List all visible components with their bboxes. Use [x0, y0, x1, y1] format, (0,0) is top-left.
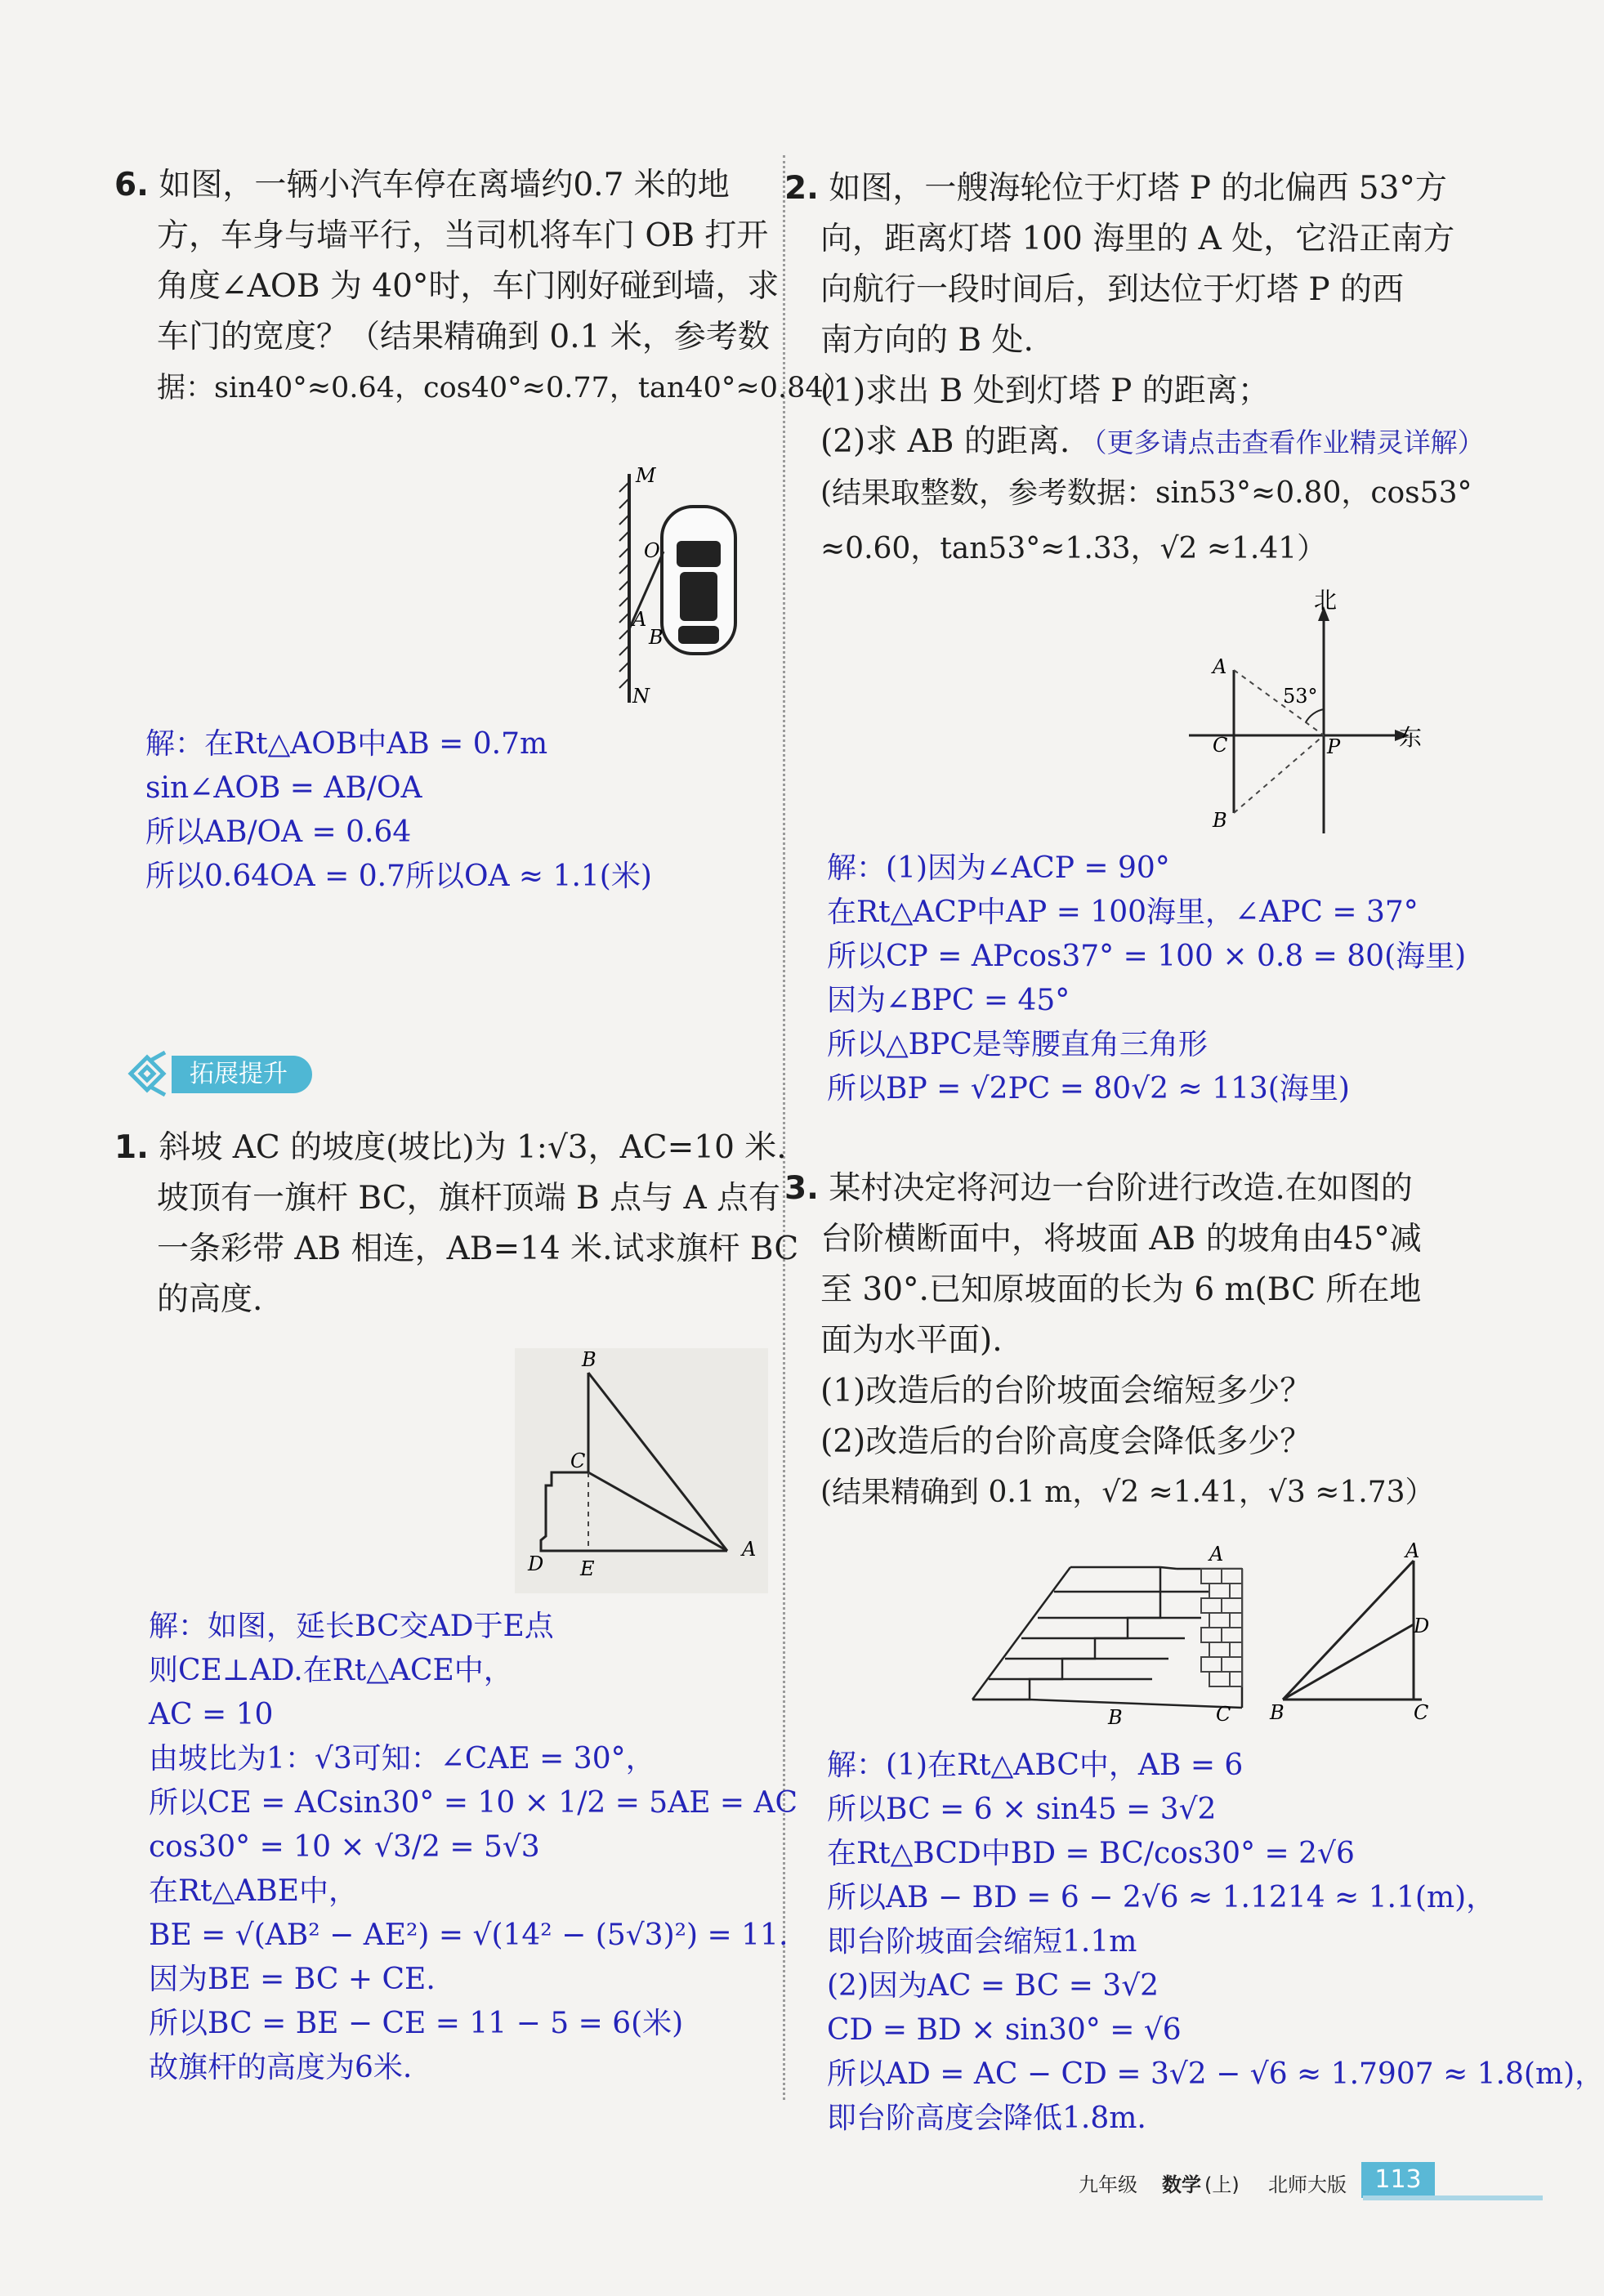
east-label: 东 [1399, 724, 1423, 751]
question-text-line: 坡顶有一旗杆 BC，旗杆顶端 B 点与 A 点有 [157, 1180, 781, 1217]
question-text-line: 向航行一段时间后，到达位于灯塔 P 的西 [820, 271, 1405, 308]
question-text-line: 角度∠AOB 为 40°时，车门刚好碰到墙，求 [157, 268, 780, 305]
solution-q3 [827, 1744, 1604, 2141]
stairs-figure [964, 1536, 1430, 1729]
solution-line: 所以BC = BE − CE = 11 − 5 = 6(米) [149, 2007, 684, 2040]
solution-line: 在Rt△ACP中AP = 100海里，∠APC = 37° [827, 896, 1419, 929]
question-text-line: 一条彩带 AB 相连，AB=14 米.试求旗杆 BC [157, 1231, 799, 1267]
solution-line: 在Rt△ABE中， [149, 1874, 358, 1908]
question-text-line: 向，距离灯塔 100 海里的 A 处，它沿正南方 [820, 221, 1455, 257]
solution-q2 [827, 846, 1546, 1111]
fig-label-D: D [528, 1552, 544, 1575]
solution-line: 即台阶坡面会缩短1.1m [827, 1925, 1137, 1959]
section-tag [123, 1047, 335, 1098]
question-number: 3. [784, 1170, 819, 1207]
car-door-figure [596, 466, 776, 711]
question-text-line: 面为水平面). [820, 1322, 1003, 1359]
fig-label-B: B [1108, 1706, 1123, 1729]
solution-line: BE = √(AB² − AE²) = √(14² − (5√3)²) = 11. [149, 1919, 789, 1952]
question-text-line: 南方向的 B 处. [820, 322, 1034, 359]
solution-line: 因为∠BPC = 45° [827, 984, 1070, 1017]
question-text-line: 车门的宽度？（结果精确到 0.1 米，参考数 [157, 319, 770, 355]
question-number: 1. [114, 1129, 149, 1166]
question-text-line: 斜坡 AC 的坡度(坡比)为 1:√3，AC=10 米. [159, 1129, 787, 1166]
reference-data: (结果精确到 0.1 m，√2 ≈1.41，√3 ≈1.73） [820, 1476, 1435, 1509]
solution-line: 即台阶高度会降低1.8m. [827, 2102, 1146, 2135]
reference-data: ≈0.60，tan53°≈1.33，√2 ≈1.41） [820, 532, 1327, 565]
slope-flagpole-figure [498, 1340, 776, 1601]
fig-label-B-right: B [1270, 1701, 1285, 1724]
solution-q1 [149, 1605, 798, 2090]
question-number: 2. [784, 170, 819, 207]
more-details-link[interactable]: （更多请点击查看作业精灵详解） [1079, 427, 1485, 458]
fig-label-B: B [1213, 809, 1227, 832]
fig-label-C: C [1216, 1703, 1231, 1726]
question-1 [114, 1123, 799, 1325]
page-footer [1062, 2157, 1553, 2206]
sub-question: (1)求出 B 处到灯塔 P 的距离； [820, 373, 1270, 409]
fig-label-B: B [582, 1348, 596, 1371]
question-text-line: 至 30°.已知原坡面的长为 6 m(BC 所在地 [820, 1271, 1422, 1308]
fig-label-N: N [632, 685, 650, 708]
footer-accent-bar [1363, 2195, 1543, 2200]
fig-label-A: A [1209, 1543, 1224, 1566]
solution-line: 则CE⊥AD.在Rt△ACE中， [149, 1654, 513, 1687]
sub-question: (1)改造后的台阶坡面会缩短多少？ [820, 1373, 1312, 1409]
question-text-line: 某村决定将河边一台阶进行改造.在如图的 [829, 1170, 1413, 1207]
fig-label-O: O [644, 539, 660, 562]
solution-line: cos30° = 10 × √3/2 = 5√3 [149, 1830, 540, 1864]
solution-line: 故旗杆的高度为6米. [149, 2051, 413, 2084]
question-6 [114, 160, 852, 413]
solution-line: 所以△BPC是等腰直角三角形 [827, 1028, 1208, 1061]
solution-line: sin∠AOB = AB/OA [145, 771, 422, 805]
solution-line: 所以AD = AC − CD = 3√2 − √6 ≈ 1.7907 ≈ 1.8(m)， [827, 2057, 1604, 2091]
compass-figure [1177, 588, 1446, 850]
solution-line: 所以BC = 6 × sin45 = 3√2 [827, 1793, 1217, 1826]
question-number: 6. [114, 167, 149, 203]
question-2 [784, 163, 1544, 574]
solution-line: 所以AB/OA = 0.64 [145, 815, 412, 849]
solution-line: AC = 10 [149, 1698, 274, 1731]
north-label: 北 [1314, 587, 1338, 614]
page-number: 113 [1361, 2162, 1435, 2198]
solution-line: 解：(1)因为∠ACP = 90° [827, 851, 1170, 885]
question-text-line: 如图，一辆小汽车停在离墙约0.7 米的地 [159, 167, 730, 203]
sub-question: (2)改造后的台阶高度会降低多少？ [820, 1423, 1312, 1460]
solution-line: 解：(1)在Rt△ABC中，AB = 6 [827, 1749, 1244, 1782]
solution-line: CD = BD × sin30° = √6 [827, 2013, 1182, 2047]
fig-label-A: A [632, 608, 647, 631]
solution-line: 所以0.64OA = 0.7所以OA ≈ 1.1(米) [145, 860, 652, 893]
fig-label-A-right: A [1405, 1539, 1420, 1562]
footer-grade: 九年级 [1079, 2173, 1137, 2196]
fig-label-C: C [1213, 734, 1228, 757]
question-text-line: 据：sin40°≈0.64，cos40°≈0.77，tan40°≈0.84） [157, 372, 852, 404]
question-text-line: 如图，一艘海轮位于灯塔 P 的北偏西 53°方 [829, 170, 1447, 207]
solution-line: 在Rt△BCD中BD = BC/cos30° = 2√6 [827, 1837, 1355, 1870]
solution-line: 由坡比为1：√3可知：∠CAE = 30°， [149, 1742, 655, 1776]
solution-line: 所以CP = APcos37° = 100 × 0.8 = 80(海里) [827, 940, 1467, 973]
fig-label-P: P [1327, 735, 1341, 758]
question-text-line: 台阶横断面中，将坡面 AB 的坡角由45°减 [820, 1221, 1422, 1257]
fig-label-C-right: C [1414, 1701, 1429, 1724]
section-tag-label: 拓展提升 [172, 1056, 312, 1093]
fig-label-C: C [570, 1450, 586, 1472]
angle-label: 53° [1283, 685, 1318, 708]
solution-line: (2)因为AC = BC = 3√2 [827, 1969, 1159, 2003]
fig-label-A: A [742, 1538, 757, 1561]
fig-label-E: E [580, 1557, 595, 1580]
fig-label-M: M [636, 464, 656, 487]
question-text-line: 方，车身与墙平行，当司机将车门 OB 打开 [157, 217, 769, 254]
fig-label-B: B [649, 626, 663, 649]
solution-line: 所以BP = √2PC = 80√2 ≈ 113(海里) [827, 1072, 1350, 1106]
fig-label-D: D [1414, 1615, 1430, 1637]
question-text-line: 的高度. [157, 1281, 263, 1318]
solution-line: 所以AB − BD = 6 − 2√6 ≈ 1.1214 ≈ 1.1(m)， [827, 1881, 1496, 1914]
solution-line: 解：如图，延长BC交AD于E点 [149, 1610, 554, 1643]
solution-line: 所以CE = ACsin30° = 10 × 1/2 = 5AE = AC [149, 1786, 798, 1820]
reference-data: (结果取整数，参考数据：sin53°≈0.80，cos53° [820, 476, 1472, 510]
fig-label-A: A [1213, 655, 1227, 678]
footer-edition: 北师大版 [1268, 2173, 1347, 2196]
solution-line: 因为BE = BC + CE. [149, 1963, 436, 1996]
question-3 [784, 1164, 1544, 1518]
footer-volume: (上) [1204, 2173, 1240, 2196]
solution-q6 [145, 722, 766, 899]
solution-line: 解：在Rt△AOB中AB = 0.7m [145, 727, 548, 761]
sub-question: (2)求 AB 的距离. [820, 423, 1070, 460]
footer-subject: 数学 [1162, 2173, 1201, 2196]
